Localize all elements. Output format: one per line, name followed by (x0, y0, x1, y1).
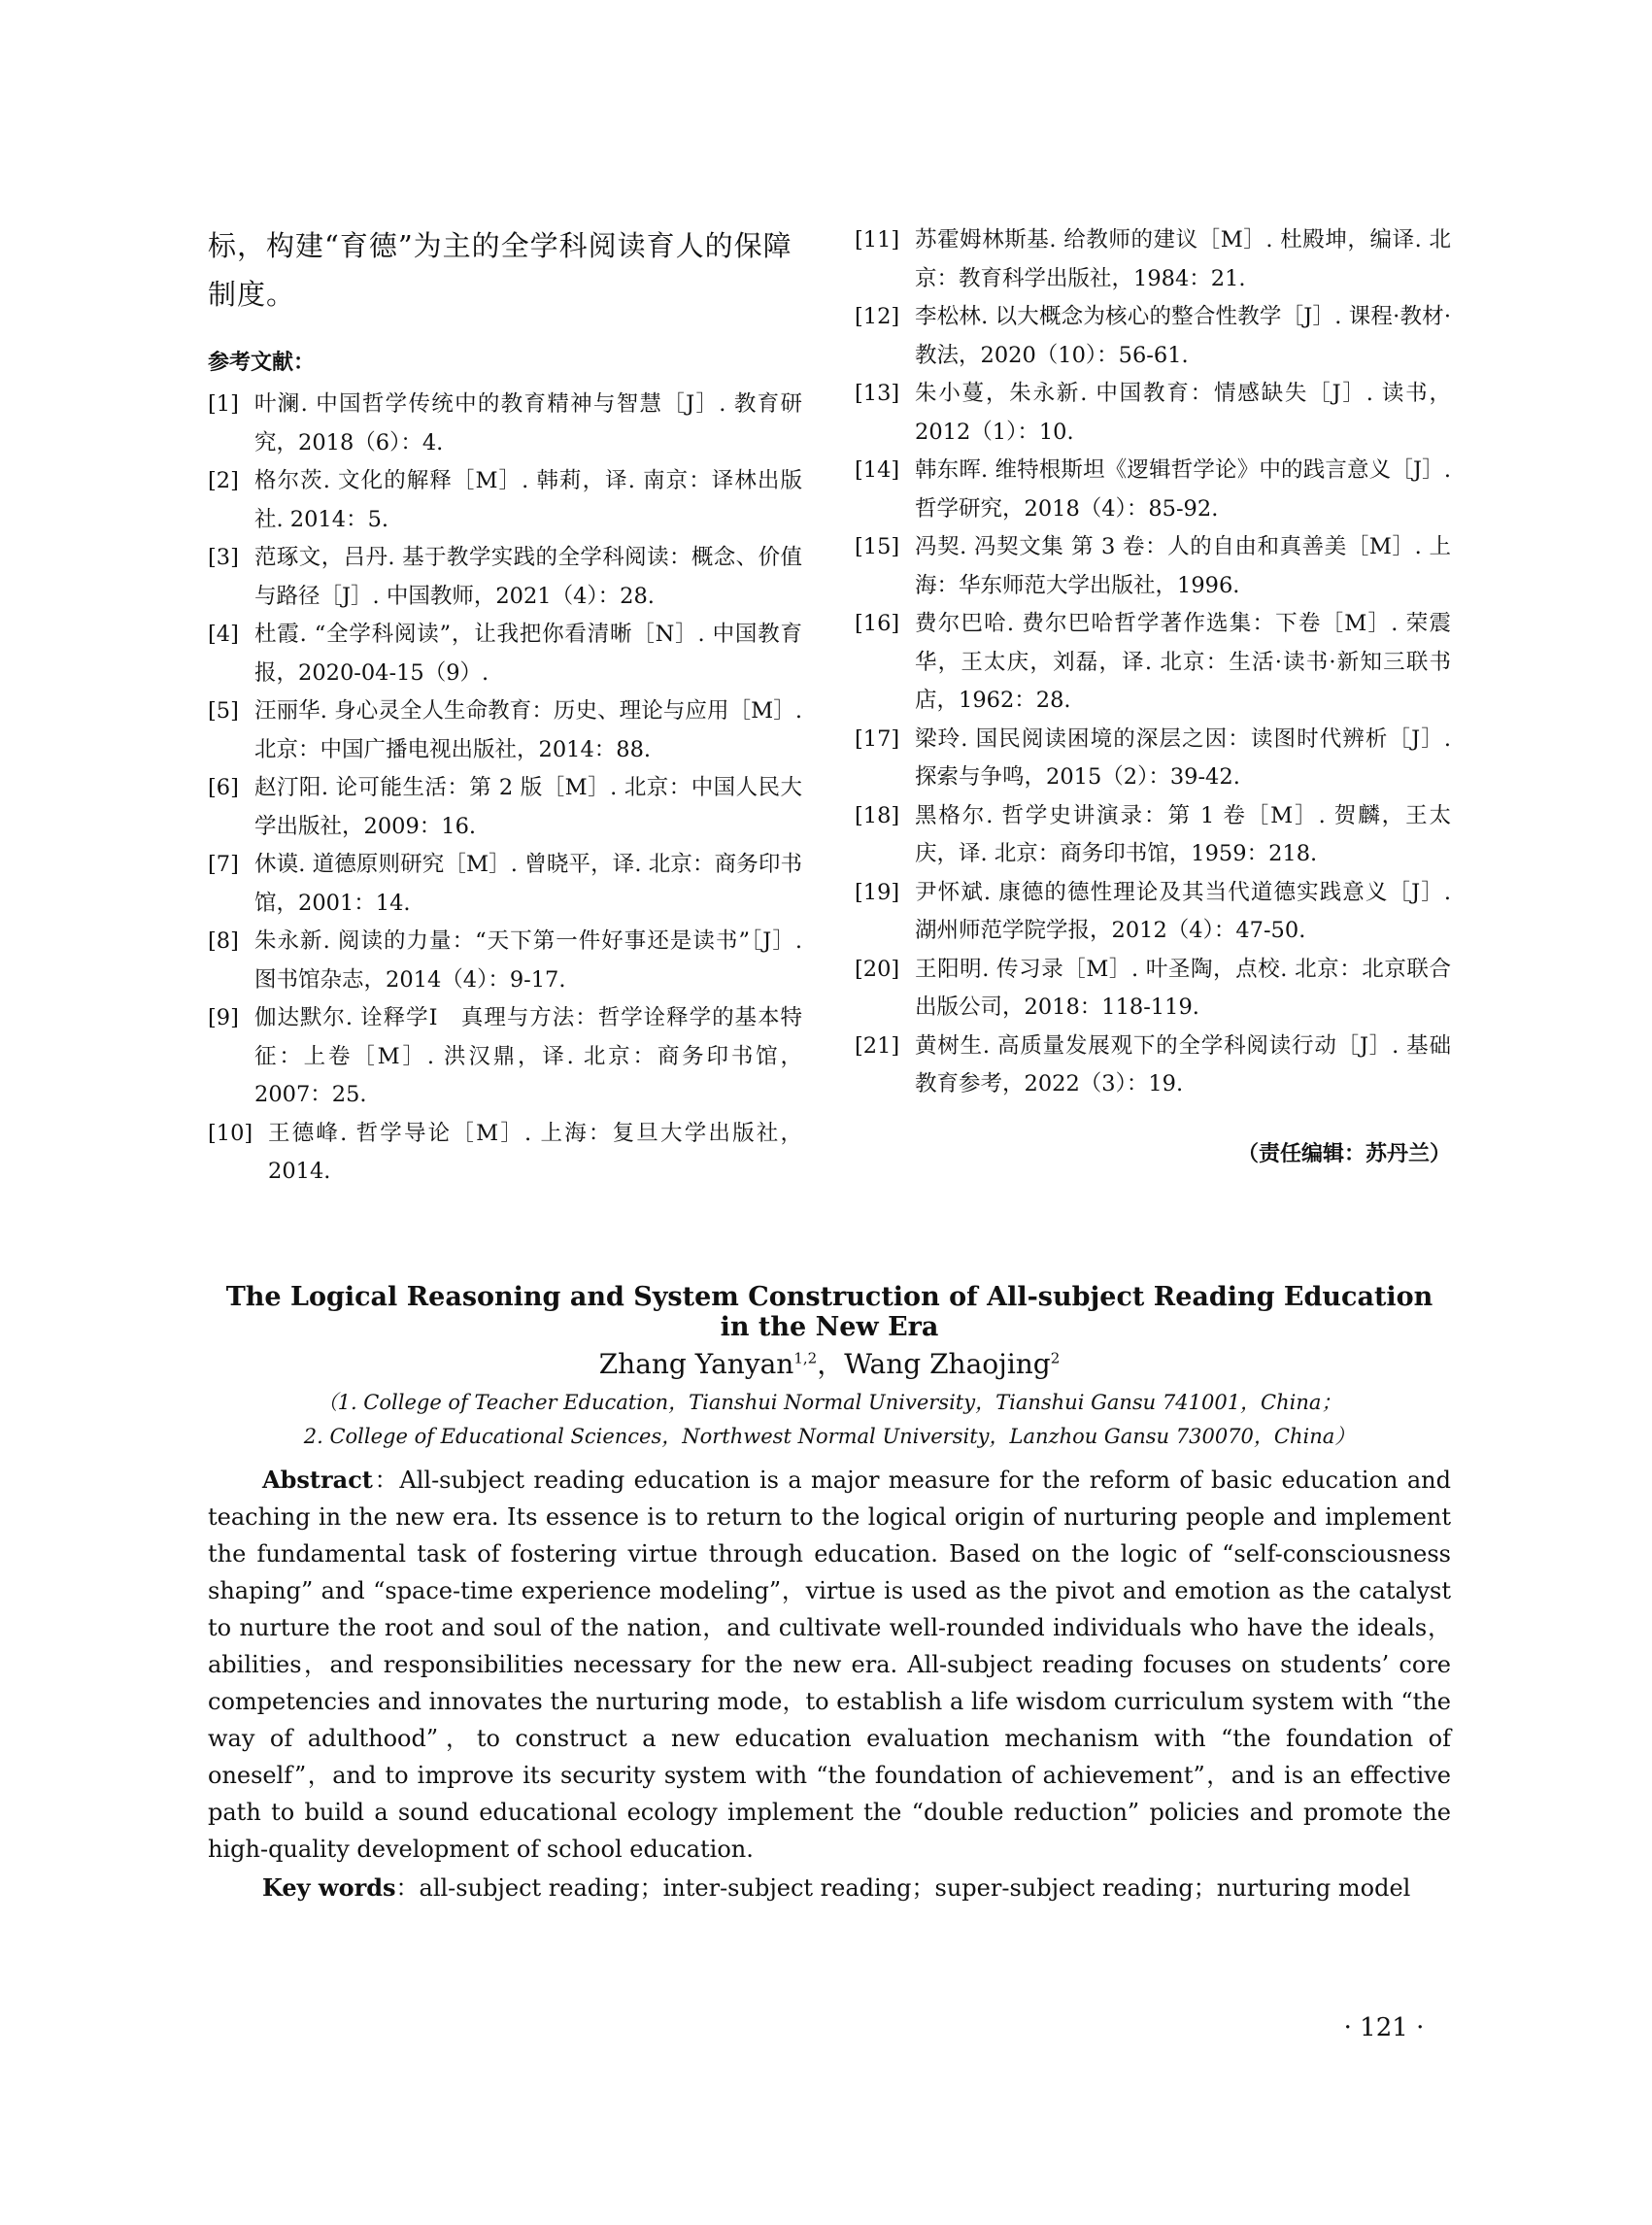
reference-text: 格尔茨. 文化的解释［M］. 韩莉，译. 南京：译林出版社. 2014：5. (254, 468, 802, 532)
reference-number: [5] (208, 698, 239, 724)
reference-text: 范琢文，吕丹. 基于教学实践的全学科阅读：概念、价值与路径［J］. 中国教师，2021（4）：28. (254, 545, 802, 609)
reference-text: 汪丽华. 身心灵全人生命教育：历史、理论与应用［M］. 北京：中国广播电视出版社，2014：88. (254, 698, 802, 762)
reference-text: 朱小蔓，朱永新. 中国教育：情感缺失［J］. 读书，2012（1）：10. (915, 381, 1451, 445)
reference-item (208, 539, 802, 616)
reference-item (855, 874, 1451, 951)
reference-text: 朱永新. 阅读的力量：“天下第一件好事还是读书”［J］. 图书馆杂志，2014（4）：9-17. (254, 928, 802, 993)
reference-item (208, 1115, 802, 1192)
affiliation-1: （1. College of Teacher Education，Tianshui Normal University，Tianshui Gansu 741001，China； (317, 1391, 1342, 1414)
lead-text: 标，构建“育德”为主的全学科阅读育人的保障制度。 (208, 229, 792, 311)
reference-number: [9] (208, 1005, 239, 1030)
abstract (208, 1462, 1451, 1868)
reference-text: 李松林. 以大概念为核心的整合性教学［J］. 课程·教材·教法，2020（10）：56-61. (915, 304, 1451, 368)
reference-text: 王德峰. 哲学导论［M］. 上海：复旦大学出版社，2014. (268, 1120, 802, 1184)
reference-number: [17] (855, 725, 900, 752)
reference-number: [7] (208, 852, 239, 877)
reference-item (208, 923, 802, 999)
reference-text: 伽达默尔. 诠释学Ⅰ 真理与方法：哲学诠释学的基本特征：上卷［M］. 洪汉鼎，译. 北京：商务印书馆，2007：25. (254, 1005, 802, 1107)
page-number: · 121 · (1343, 2013, 1425, 2042)
reference-item (208, 386, 802, 462)
reference-number: [6] (208, 775, 239, 800)
reference-number: [2] (208, 468, 239, 493)
reference-item (208, 462, 802, 539)
right-column (855, 221, 1451, 1167)
reference-text: 冯契. 冯契文集 第 3 卷：人的自由和真善美［M］. 上海：华东师范大学出版社，1996. (915, 534, 1451, 598)
reference-text: 王阳明. 传习录［M］. 叶圣陶，点校. 北京：北京联合出版公司，2018：118-119. (915, 956, 1451, 1020)
reference-number: [18] (855, 802, 900, 828)
english-title: The Logical Reasoning and System Construction of All-subject Reading Education in the New Era (225, 1282, 1433, 1342)
reference-item (855, 605, 1451, 721)
reference-item (208, 846, 802, 923)
abstract-label: Abstract (262, 1466, 373, 1494)
reference-number: [15] (855, 534, 900, 559)
reference-number: [4] (208, 622, 239, 647)
references-heading: 参考文献： (208, 351, 316, 375)
reference-number: [13] (855, 381, 900, 406)
reference-text: 尹怀斌. 康德的德性理论及其当代道德实践意义［J］. 湖州师范学院学报，2012（4）：47-50. (915, 879, 1451, 943)
reference-item (855, 221, 1451, 298)
reference-text: 苏霍姆林斯基. 给教师的建议［M］. 杜殿坤，编译. 北京：教育科学出版社，1984：21. (915, 227, 1451, 291)
reference-item (855, 298, 1451, 375)
reference-number: [20] (855, 956, 900, 982)
reference-text: 杜霞. “全学科阅读”，让我把你看清晰［N］. 中国教育报，2020-04-15（9）. (254, 622, 802, 686)
reference-text: 黄树生. 高质量发展观下的全学科阅读行动［J］. 基础教育参考，2022（3）：19. (915, 1032, 1451, 1096)
left-column (208, 221, 802, 1192)
reference-number: [21] (855, 1032, 900, 1059)
authors (208, 1343, 1451, 1382)
keywords-label: Key words (262, 1873, 396, 1902)
reference-number: [14] (855, 457, 900, 483)
reference-number: [8] (208, 928, 239, 954)
reference-item (208, 999, 802, 1115)
references-list-left (208, 386, 802, 1192)
reference-item (208, 616, 802, 692)
reference-text: 休谟. 道德原则研究［M］. 曾晓平，译. 北京：商务印书馆，2001：14. (254, 852, 802, 916)
reference-item (855, 721, 1451, 797)
reference-item (208, 692, 802, 769)
reference-text: 叶澜. 中国哲学传统中的教育精神与智慧［J］. 教育研究，2018（6）：4. (254, 391, 802, 455)
reference-text: 黑格尔. 哲学史讲演录：第 1 卷［M］. 贺麟，王太庆，译. 北京：商务印书馆，1959：218. (915, 802, 1451, 866)
keywords (208, 1870, 1451, 1906)
reference-number: [3] (208, 545, 239, 570)
author-1: Zhang Yanyan (598, 1348, 794, 1380)
reference-text: 赵汀阳. 论可能生活：第 2 版［M］. 北京：中国人民大学出版社，2009：16. (254, 775, 802, 839)
references-list-right (855, 221, 1451, 1104)
editor-note: （责任编辑：苏丹兰） (1236, 1141, 1451, 1166)
reference-item (855, 951, 1451, 1028)
reference-number: [10] (208, 1120, 253, 1146)
author-2-affiliation-mark: 2 (1050, 1349, 1061, 1367)
reference-number: [11] (855, 227, 900, 253)
reference-item (855, 375, 1451, 452)
reference-item (208, 769, 802, 846)
reference-item (855, 797, 1451, 874)
reference-text: 梁玲. 国民阅读困境的深层之因：读图时代辨析［J］. 探索与争鸣，2015（2）：39-42. (915, 725, 1451, 790)
reference-item (855, 1028, 1451, 1104)
reference-number: [16] (855, 611, 900, 636)
reference-item (855, 528, 1451, 605)
reference-text: 费尔巴哈. 费尔巴哈哲学著作选集：下卷［M］. 荣震华，王太庆，刘磊，译. 北京：生活·读书·新知三联书店，1962：28. (915, 611, 1451, 713)
reference-number: [12] (855, 304, 900, 329)
author-2: ，Wang Zhaojing (817, 1348, 1051, 1380)
reference-text: 韩东晖. 维特根斯坦《逻辑哲学论》中的践言意义［J］. 哲学研究，2018（4）：85-92. (915, 457, 1451, 522)
reference-number: [19] (855, 879, 900, 905)
author-1-affiliation-mark: 1,2 (793, 1349, 818, 1367)
affiliation-2: 2. College of Educational Sciences，Northwest Normal University，Lanzhou Gansu 730070，China） (303, 1425, 1356, 1448)
keywords-text: ：all-subject reading；inter-subject reading；super-subject reading；nurturing model (395, 1874, 1411, 1902)
reference-item (855, 452, 1451, 528)
abstract-text: ：All-subject reading education is a major measure for the reform of basic education and teaching in the new era. Its essence is to return to the logical origin of nurturing people and implement the fundamental task of fostering virtue through education. Based on the logic of “self-consciousness shaping” and “space-time experience modeling”，virtue is used as the pivot and emotion as the catalyst to nurture the root and soul of the nation，and cultivate well-rounded individuals who have the ideals，abilities，and responsibilities necessary for the new era. All-subject reading focuses on students’ core competencies and innovates the nurturing mode，to establish a life wisdom curriculum system with “the way of adulthood”，to construct a new education evaluation mechanism with “the foundation of oneself”，and to improve its security system with “the foundation of achievement”，and is an effective path to build a sound educational ecology implement the “double reduction” policies and promote the high-quality development of school education. (208, 1466, 1451, 1863)
reference-number: [1] (208, 391, 239, 417)
